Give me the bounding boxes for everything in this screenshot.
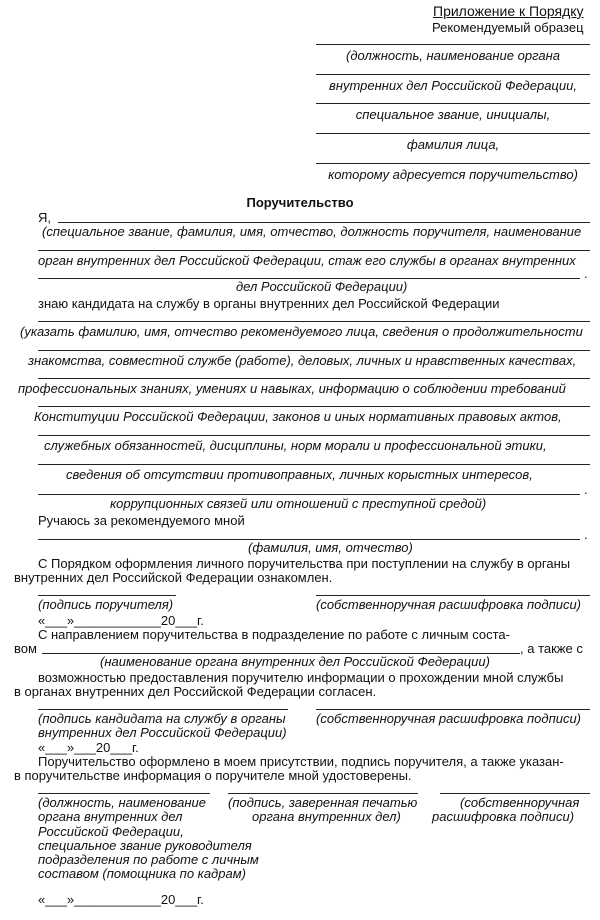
candidate-line-1 [38, 321, 590, 322]
addressee-hint-2: внутренних дел Российской Федерации, [329, 78, 577, 93]
decode-hint-2: расшифровка подписи) [432, 809, 575, 824]
candidate-sign-line [38, 709, 288, 710]
executed-text-1: Поручительство оформлено в моем присутствии, подпись поручителя, а также указан- [38, 754, 564, 769]
possibility-text-2: в органах внутренних дел Российской Федерации согласен. [14, 684, 377, 699]
possibility-text-1: возможностью предоставления поручителю информации о прохождении мной службы [38, 670, 564, 685]
addressee-line-3 [316, 103, 590, 104]
addressee-hint-5: которому адресуется поручительство) [328, 167, 578, 182]
direction-text-1: С направлением поручительства в подразделение по работе с личным соста- [38, 627, 510, 642]
guarantor-hint-1: (специальное звание, фамилия, имя, отчество, должность поручителя, наименование [42, 224, 582, 239]
addressee-hint-3: специальное звание, инициалы, [355, 107, 551, 122]
seal-hint-1: (подпись, заверенная печатью [228, 795, 418, 810]
candidate-hint-6: сведения об отсутствии противоправных, личных корыстных интересов, [66, 467, 533, 482]
candidate-dot: . [584, 482, 588, 497]
acquainted-text-2: внутренних дел Российской Федерации ознакомлен. [14, 570, 333, 585]
guarantor-line-1 [58, 222, 590, 223]
candidate-hint-5: служебных обязанностей, дисциплины, норм морали и профессиональной этики, [44, 438, 547, 453]
candidate-sign-hint-1: (подпись кандидата на службу в органы [38, 711, 286, 726]
addressee-line-1 [316, 44, 590, 45]
seal-hint-2: органа внутренних дел) [252, 809, 401, 824]
addressee-hint-1: (должность, наименование органа [346, 48, 560, 63]
direction-text-2: вом [14, 641, 37, 656]
addressee-line-5 [316, 163, 590, 164]
guarantor-hint-3: дел Российской Федерации) [236, 279, 408, 294]
fio-hint: (фамилия, имя, отчество) [248, 540, 413, 555]
vouch-text: Ручаюсь за рекомендуемого мной [38, 513, 245, 528]
official-hint-4: специальное звание руководителя [38, 838, 252, 853]
know-candidate-text: знаю кандидата на службу в органы внутренних дел Российской Федерации [38, 296, 500, 311]
official-line [38, 793, 210, 794]
official-hint-2: органа внутренних дел [38, 809, 183, 824]
candidate-line-7 [38, 494, 580, 495]
addressee-hint-4: фамилия лица, [406, 137, 500, 152]
appendix-label: Приложение к Порядку [433, 3, 584, 19]
decode-hint-1: (собственноручная [460, 795, 580, 810]
candidate-line-2 [38, 350, 590, 351]
guarantor-decode-hint: (собственноручная расшифровка подписи) [316, 597, 582, 612]
guarantor-decode-line [316, 595, 590, 596]
date-line-1: «___»____________20___г. [38, 613, 204, 628]
candidate-hint-2: знакомства, совместной службе (работе), деловых, личных и нравственных качествах, [28, 353, 577, 368]
official-hint-5: подразделения по работе с личным [38, 852, 259, 867]
official-hint-3: Российской Федерации, [38, 824, 184, 839]
official-hint-1: (должность, наименование [38, 795, 206, 810]
acquainted-text-1: С Порядком оформления личного поручительства при поступлении на службу в органы [38, 556, 571, 571]
candidate-hint-7: коррупционных связей или отношений с преступной средой) [110, 496, 487, 511]
candidate-decode-line [316, 709, 590, 710]
candidate-decode-hint: (собственноручная расшифровка подписи) [316, 711, 582, 726]
i-label: Я, [38, 210, 51, 225]
date-line-3: «___»____________20___г. [38, 892, 204, 907]
candidate-hint-1: (указать фамилию, имя, отчество рекомендуемого лица, сведения о продолжительности [20, 324, 583, 339]
candidate-sign-hint-2: внутренних дел Российской Федерации) [38, 725, 287, 740]
vouch-dot: . [584, 527, 588, 542]
executed-text-2: в поручительстве информация о поручителе мной удостоверены. [14, 768, 412, 783]
org-hint: (наименование органа внутренних дел Российской Федерации) [100, 654, 490, 669]
candidate-line-3 [38, 378, 590, 379]
sample-label: Рекомендуемый образец [432, 20, 584, 35]
document-title: Поручительство [246, 195, 354, 210]
guarantor-dot: . [584, 266, 588, 281]
addressee-line-4 [316, 133, 590, 134]
guarantor-sign-line [38, 595, 176, 596]
candidate-hint-3: профессиональных знаниях, умениях и навыках, информацию о соблюдении требований [18, 381, 566, 396]
decode-line [440, 793, 590, 794]
guarantor-sign-hint: (подпись поручителя) [38, 597, 174, 612]
candidate-line-5 [38, 435, 590, 436]
date-line-2: «___»___20___г. [38, 740, 139, 755]
candidate-hint-4: Конституции Российской Федерации, законов и иных нормативных правовых актов, [34, 409, 562, 424]
candidate-line-6 [38, 464, 590, 465]
addressee-line-2 [316, 74, 590, 75]
seal-line [228, 793, 418, 794]
direction-text-3: , а также с [520, 641, 583, 656]
guarantor-hint-2: орган внутренних дел Российской Федерации, стаж его службы в органах внутренних [38, 253, 576, 268]
candidate-line-4 [38, 406, 590, 407]
official-hint-6: составом (помощника по кадрам) [38, 866, 246, 881]
guarantor-line-2 [38, 250, 590, 251]
